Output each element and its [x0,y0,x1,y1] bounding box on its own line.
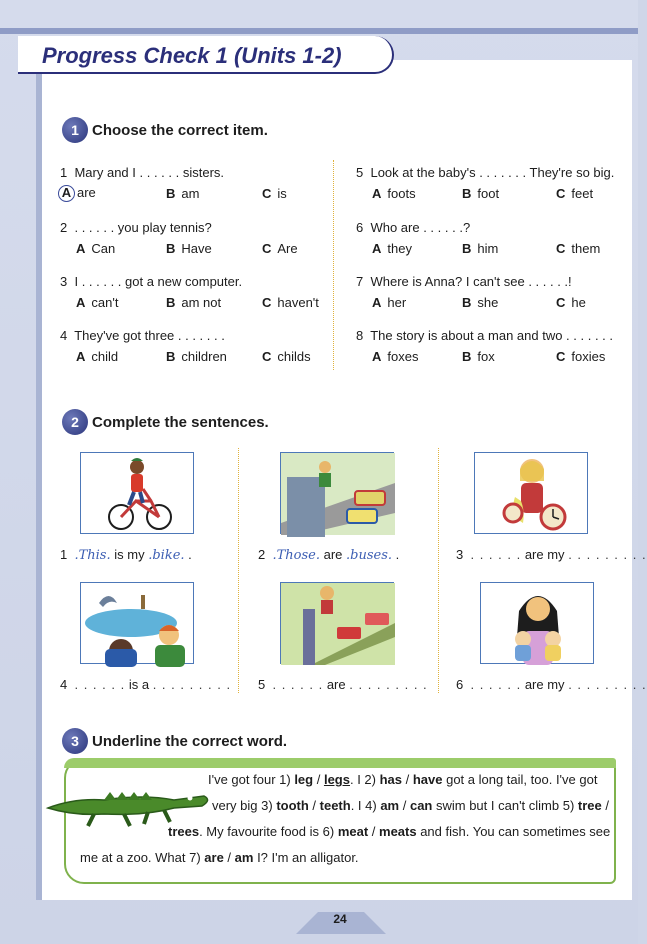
paragraph-line-4: me at a zoo. What 7) are / am I? I'm an alligator. [80,850,359,865]
option-7b[interactable]: B she [462,295,499,310]
column-divider [333,160,334,370]
babies-picture [480,582,594,664]
page-title: Progress Check 1 (Units 1-2) [42,43,342,68]
choice-am-2[interactable]: am [234,850,254,865]
option-7a[interactable]: A her [372,295,407,310]
section-2-number: 2 [62,409,88,435]
question-4: 4 They've got three . . . . . . . [60,328,225,343]
option-2c[interactable]: C Are [262,241,298,256]
choice-has[interactable]: has [379,772,402,787]
sentence-5: 5 . . . . . . are . . . . . . . . . [258,677,428,692]
question-5: 5 Look at the baby's . . . . . . . They're so big. [356,165,615,180]
trains-picture [280,582,394,664]
choice-are[interactable]: are [204,850,224,865]
option-4b[interactable]: B children [166,349,227,364]
choice-teeth[interactable]: teeth [319,798,351,813]
question-7: 7 Where is Anna? I can't see . . . . . .! [356,274,572,289]
option-3c[interactable]: C haven't [262,295,319,310]
sentence-5-blank-2[interactable]: . . . . . . . . . [349,677,428,692]
option-6a[interactable]: A they [372,241,412,256]
option-3a[interactable]: A can't [76,295,119,310]
sentence-6-blank-2[interactable]: . . . . . . . . . [568,677,647,692]
option-6c[interactable]: C them [556,241,601,256]
section-1-number: 1 [62,117,88,143]
option-2a[interactable]: A Can [76,241,116,256]
buses-picture [280,452,394,534]
sentence-4: 4 . . . . . . is a . . . . . . . . . [60,677,232,692]
choice-tree[interactable]: tree [577,798,602,813]
sentence-2-answer-2[interactable]: .buses. [346,548,393,563]
option-2b[interactable]: B Have [166,241,212,256]
sentence-4-blank-1[interactable]: . . . . . . [74,677,126,692]
section-1-title: Choose the correct item. [92,122,268,139]
sentence-6: 6 . . . . . . are my . . . . . . . . . [456,677,647,692]
option-4c[interactable]: C childs [262,349,311,364]
sentence-5-blank-1[interactable]: . . . . . . [272,677,324,692]
choice-meat[interactable]: meat [337,824,369,839]
page-number: 24 [333,912,347,926]
sentence-1-answer-2[interactable]: .bike. [148,548,185,563]
choice-trees[interactable]: trees [168,824,200,839]
sentence-6-blank-1[interactable]: . . . . . . [470,677,522,692]
circled-answer: A [58,185,75,202]
option-8b[interactable]: B fox [462,349,495,364]
option-4a[interactable]: A child [76,349,119,364]
choice-legs[interactable]: legs [323,772,350,787]
sentence-3-blank-1[interactable]: . . . . . . [470,547,522,562]
sentence-2-answer-1[interactable]: .Those. [272,548,320,563]
option-8c[interactable]: C foxies [556,349,606,364]
option-1c[interactable]: C is [262,186,287,201]
sentence-3: 3 . . . . . . are my . . . . . . . . . [456,547,647,562]
sentence-4-blank-2[interactable]: . . . . . . . . . [152,677,232,692]
paragraph-line-3: trees. My favourite food is 6) meat / meats and fish. You can sometimes see [168,824,611,839]
choice-am[interactable]: am [380,798,400,813]
question-1: 1 Mary and I . . . . . . sisters. [60,165,225,180]
option-5c[interactable]: C feet [556,186,594,201]
sentence-3-blank-2[interactable]: . . . . . . . . . [568,547,647,562]
question-8: 8 The story is about a man and two . . . . . . . [356,328,614,343]
option-7c[interactable]: C he [556,295,586,310]
sentence-2: 2 .Those. are .buses. . [258,547,400,563]
choice-have[interactable]: have [412,772,443,787]
choice-leg[interactable]: leg [294,772,314,787]
section-2-title: Complete the sentences. [92,414,269,431]
choice-tooth[interactable]: tooth [276,798,309,813]
option-1b[interactable]: B am [166,186,200,201]
option-5b[interactable]: B foot [462,186,500,201]
column-divider [238,448,239,693]
paragraph-line-2: very big 3) tooth / teeth. I 4) am / can swim but I can't climb 5) tree / [212,798,609,813]
choice-can[interactable]: can [409,798,433,813]
section-3-title: Underline the correct word. [92,733,288,750]
choice-meats[interactable]: meats [379,824,417,839]
column-divider [438,448,439,693]
option-8a[interactable]: A foxes [372,349,419,364]
section-3-number: 3 [62,728,88,754]
alligator-icon [44,778,214,830]
option-6b[interactable]: B him [462,241,499,256]
green-band [64,758,616,768]
question-3: 3 I . . . . . . got a new computer. [60,274,243,289]
clocks-picture [474,452,588,534]
option-1a[interactable]: A are [58,185,96,202]
question-2: 2 . . . . . . you play tennis? [60,220,212,235]
bike-picture [80,452,194,534]
top-rule [0,28,638,34]
option-5a[interactable]: A foots [372,186,416,201]
sentence-1-answer-1[interactable]: .This. [74,548,111,563]
dolphin-picture [80,582,194,664]
sentence-1: 1 .This. is my .bike. . [60,547,192,563]
paragraph-line-1: I've got four 1) leg / legs. I 2) has / have got a long tail, too. I've got [208,772,598,787]
question-6: 6 Who are . . . . . .? [356,220,471,235]
option-3b[interactable]: B am not [166,295,222,310]
